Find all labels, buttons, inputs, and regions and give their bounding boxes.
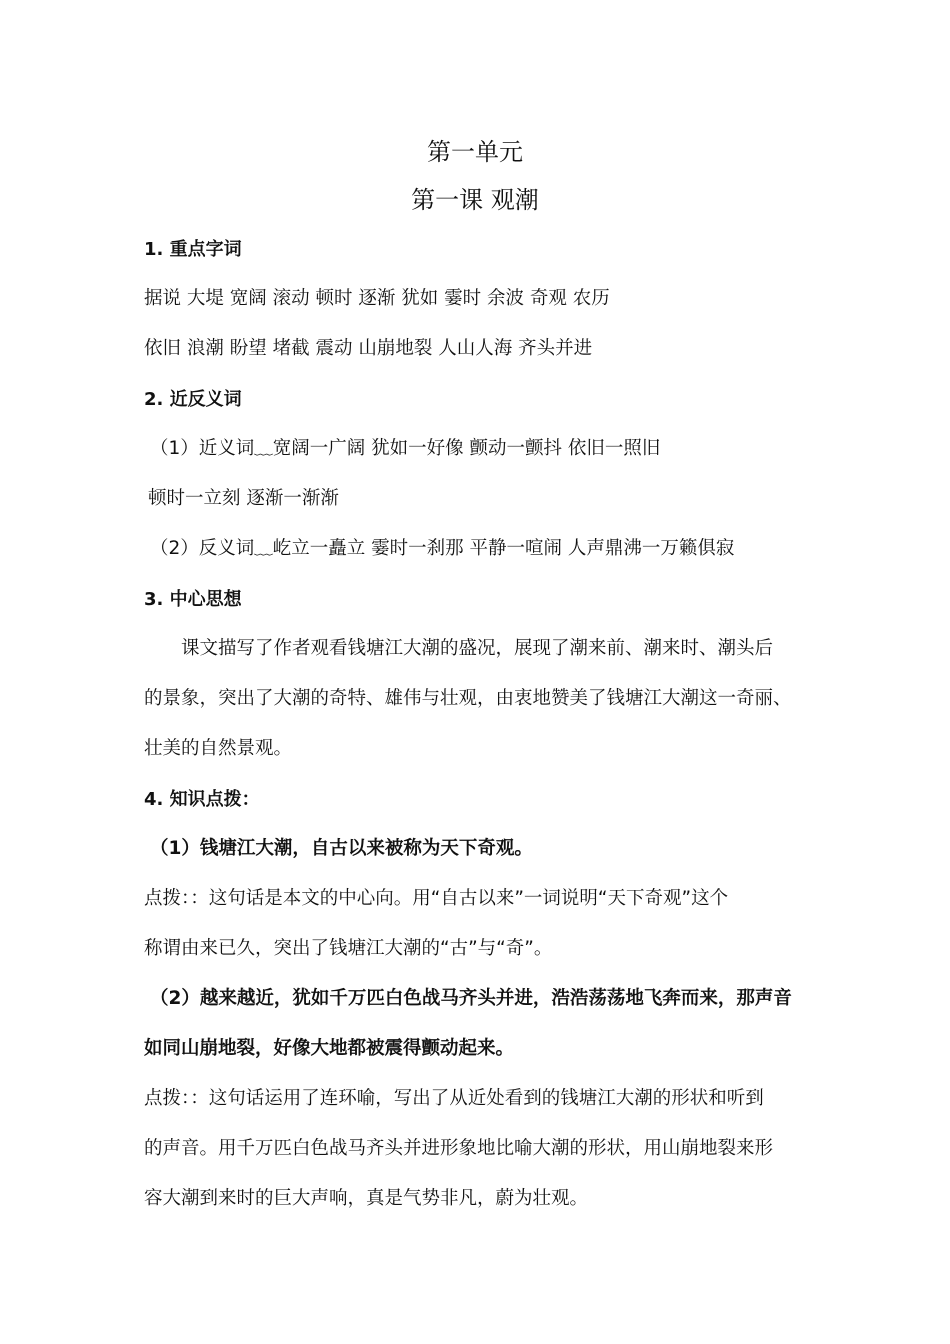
point-2-note-line-3: 容大潮到来时的巨大声响，真是气势非凡，蔚为壮观。: [144, 1188, 589, 1209]
central-idea-line-2: 的景象，突出了大潮的奇特、雄伟与壮观，由衷地赞美了钱塘江大潮这一奇丽、: [144, 688, 792, 709]
central-idea-line-1: 课文描写了作者观看钱塘江大潮的盛况，展现了潮来前、潮来时、潮头后: [181, 638, 774, 659]
section-heading-knowledge-points: 4. 知识点拨：: [144, 789, 260, 810]
unit-title: 第一单元: [427, 138, 523, 166]
key-words-line-2: 依旧 浪潮 盼望 堵截 震动 山崩地裂 人山人海 齐头并进: [144, 338, 593, 359]
antonyms-line: （2）反义词﹏屹立一矗立 霎时一刹那 平静一喧闹 人声鼎沸一万籁俱寂: [150, 538, 735, 559]
section-heading-synonyms-antonyms: 2. 近反义词: [144, 389, 242, 410]
lesson-title: 第一课 观潮: [411, 186, 539, 214]
synonyms-line-1: （1）近义词﹏宽阔一广阔 犹如一好像 颤动一颤抖 依旧一照旧: [150, 438, 661, 459]
point-2-quote-line-1: （2）越来越近，犹如千万匹白色战马齐头并进，浩浩荡荡地飞奔而来，那声音: [150, 988, 792, 1009]
point-1-note-line-1: 点拨：：这句话是本文的中心向。用“自古以来”一词说明“天下奇观”这个: [144, 888, 729, 909]
point-2-quote-line-2: 如同山崩地裂，好像大地都被震得颤动起来。: [144, 1038, 515, 1059]
section-heading-central-idea: 3. 中心思想: [144, 589, 242, 610]
point-2-note-line-1: 点拨：：这句话运用了连环喻，写出了从近处看到的钱塘江大潮的形状和听到: [144, 1088, 764, 1109]
key-words-line-1: 据说 大堤 宽阔 滚动 顿时 逐渐 犹如 霎时 余波 奇观 农历: [144, 288, 610, 309]
synonyms-line-2: 顿时一立刻 逐渐一渐渐: [148, 488, 339, 509]
point-2-note-line-2: 的声音。用千万匹白色战马齐头并进形象地比喻大潮的形状，用山崩地裂来形: [144, 1138, 774, 1159]
point-1-note-line-2: 称谓由来已久，突出了钱塘江大潮的“古”与“奇”。: [144, 938, 553, 959]
central-idea-line-3: 壮美的自然景观。: [144, 738, 293, 759]
section-heading-key-words: 1. 重点字词: [144, 239, 242, 260]
point-1-quote: （1）钱塘江大潮，自古以来被称为天下奇观。: [150, 838, 533, 859]
